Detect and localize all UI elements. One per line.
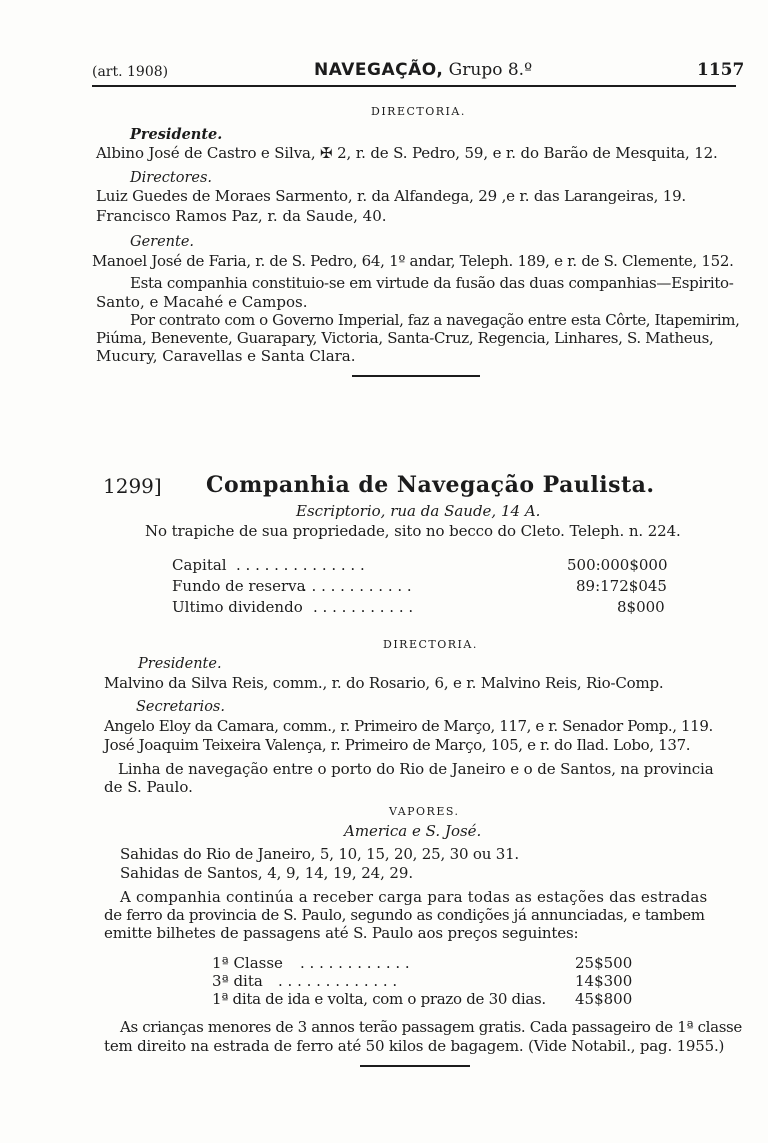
finance-dots-capital: . . . . . . . . . . . . . .	[236, 556, 365, 574]
company-title: Companhia de Navegação Paulista.	[206, 472, 655, 498]
section-divider-1	[352, 375, 480, 377]
finance-label-capital: Capital	[172, 556, 227, 574]
fare-dots-first: . . . . . . . . . . . .	[300, 954, 410, 972]
secretario-line-2: José Joaquim Teixeira Valença, r. Primeiro de Março, 105, e r. do Ilad. Lobo, 137.	[104, 736, 691, 754]
page-number: 1157	[697, 60, 745, 80]
finance-value-reserve: 89:172$045	[576, 577, 667, 595]
criancas-line-2: tem direito na estrada de ferro até 50 kilos de bagagem. (Vide Notabil., pag. 1955.)	[104, 1037, 725, 1055]
directores-label: Directores.	[130, 170, 213, 186]
director-line-1: Luiz Guedes de Moraes Sarmento, r. da Alfandega, 29 ,e r. das Larangeiras, 19.	[96, 187, 687, 205]
header-section-title	[314, 60, 532, 80]
fare-value-first: 25$500	[575, 954, 633, 972]
finance-dots-dividend: . . . . . . . . . . .	[313, 598, 414, 616]
fare-label-return: 1ª dita de ida e volta, com o prazo de 30 dias.	[212, 990, 546, 1008]
contract-paragraph-line-1: Por contrato com o Governo Imperial, faz a navegação entre esta Côrte, Itapemirim,	[130, 311, 740, 329]
fusion-paragraph-line-2: Santo, e Macahé e Campos.	[96, 293, 308, 311]
finance-dots-reserve: . . . . . . . . . . . .	[302, 577, 412, 595]
carga-line-1: A companhia continúa a receber carga para todas as estações das estradas	[120, 888, 708, 906]
header-title-group: Grupo 8.º	[443, 60, 533, 80]
criancas-line-1: As crianças menores de 3 annos terão passagem gratis. Cada passageiro de 1ª classe	[120, 1018, 742, 1036]
vapores-names: America e S. José.	[344, 822, 482, 840]
fare-label-third: 3ª dita	[212, 972, 263, 990]
section-divider-2	[360, 1065, 470, 1067]
presidente-label-1: Presidente.	[130, 126, 223, 143]
presidente-line-2: Malvino da Silva Reis, comm., r. do Rosario, 6, e r. Malvino Reis, Rio-Comp.	[104, 674, 664, 692]
secretario-line-1: Angelo Eloy da Camara, comm., r. Primeiro de Março, 117, e r. Senador Pomp., 119.	[104, 717, 713, 735]
carga-line-2: de ferro da provincia de S. Paulo, segundo as condições já annunciadas, e tambem	[104, 906, 705, 924]
header-title-bold: NAVEGAÇÃO,	[314, 60, 444, 80]
trapiche-line: No trapiche de sua propriedade, sito no becco do Cleto. Teleph. n. 224.	[145, 522, 681, 540]
directoria-heading-1: DIRECTORIA.	[371, 105, 466, 118]
sahidas-santos: Sahidas de Santos, 4, 9, 14, 19, 24, 29.	[120, 864, 413, 882]
fare-value-return: 45$800	[575, 990, 633, 1008]
carga-line-3: emitte bilhetes de passagens até S. Paulo aos preços seguintes:	[104, 924, 579, 942]
fare-value-third: 14$300	[575, 972, 633, 990]
contract-paragraph-line-3: Mucury, Caravellas e Santa Clara.	[96, 347, 356, 365]
presidente-label-2: Presidente.	[138, 656, 222, 672]
linha-line-2: de S. Paulo.	[104, 778, 193, 796]
finance-label-reserve: Fundo de reserva	[172, 577, 306, 595]
secretarios-label: Secretarios.	[136, 699, 225, 715]
vapores-heading: VAPORES.	[389, 805, 460, 818]
gerente-label: Gerente.	[130, 234, 195, 250]
header-rule	[92, 85, 736, 87]
finance-value-dividend: 8$000	[617, 598, 665, 616]
directoria-heading-2: DIRECTORIA.	[383, 638, 478, 651]
finance-label-dividend: Ultimo dividendo	[172, 598, 303, 616]
office-address: Escriptorio, rua da Saude, 14 A.	[296, 502, 541, 520]
director-line-2: Francisco Ramos Paz, r. da Saude, 40.	[96, 207, 387, 225]
entry-number: 1299]	[103, 474, 162, 498]
fare-label-first: 1ª Classe	[212, 954, 283, 972]
header-article-ref: (art. 1908)	[92, 64, 169, 80]
finance-value-capital: 500:000$000	[567, 556, 668, 574]
linha-line-1: Linha de navegação entre o porto do Rio de Janeiro e o de Santos, na provincia	[118, 760, 714, 778]
presidente-line-1: Albino José de Castro e Silva, ✠ 2, r. de S. Pedro, 59, e r. do Barão de Mesquita, 12.	[96, 144, 718, 162]
gerente-line: Manoel José de Faria, r. de S. Pedro, 64, 1º andar, Teleph. 189, e r. de S. Clemente, 152.	[92, 252, 734, 270]
sahidas-rio: Sahidas do Rio de Janeiro, 5, 10, 15, 20, 25, 30 ou 31.	[120, 845, 519, 863]
fusion-paragraph-line-1: Esta companhia constituio-se em virtude da fusão das duas companhias—Espirito-	[130, 274, 734, 292]
contract-paragraph-line-2: Piúma, Benevente, Guarapary, Victoria, Santa-Cruz, Regencia, Linhares, S. Matheus,	[96, 329, 714, 347]
fare-dots-third: . . . . . . . . . . . . .	[278, 972, 398, 990]
